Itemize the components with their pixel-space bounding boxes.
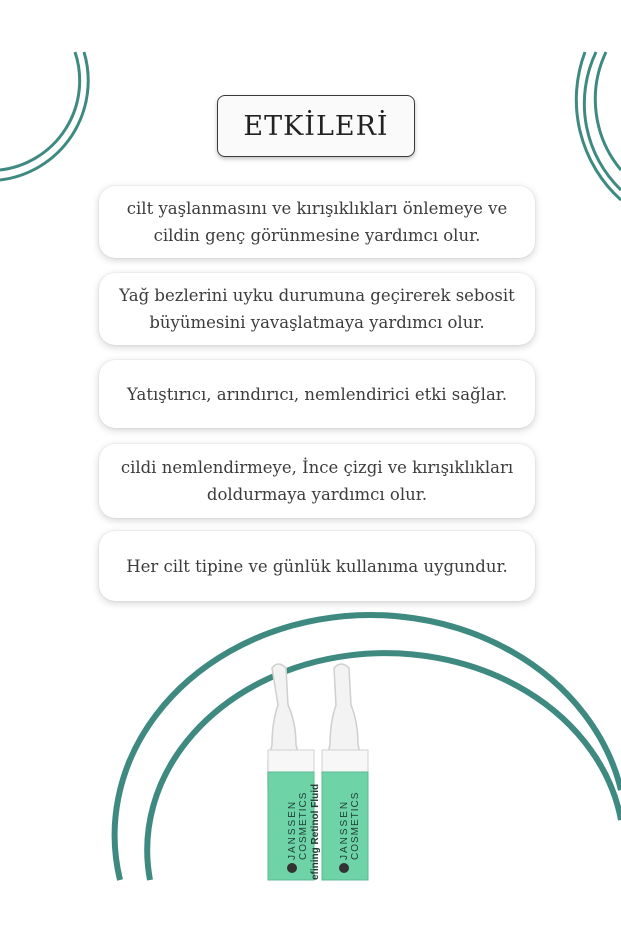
product-name-left: efining Retinol Fluid [310, 783, 321, 880]
benefit-text-line: büyümesini yavaşlatmaya yardımcı olur. [149, 313, 485, 332]
benefit-text-line: Her cilt tipine ve günlük kullanıma uygundur. [126, 556, 508, 576]
benefit-text-line: doldurmaya yardımcı olur. [206, 485, 428, 504]
product-brand-right-1: JANSSEN [339, 799, 350, 860]
benefit-card [99, 531, 535, 601]
benefit-text-line: cildin genç görünmesine yardımcı olur. [153, 226, 481, 245]
top-left-ring-decoration [0, 52, 88, 180]
benefit-card [99, 360, 535, 428]
benefit-card [99, 186, 535, 258]
top-right-ring-decoration [576, 52, 621, 200]
brand-logo-icon [339, 863, 349, 873]
benefit-text-line: cildi nemlendirmeye, İnce çizgi ve kırışıklıkları [120, 458, 514, 477]
product-brand-left-1: JANSSEN [287, 799, 298, 860]
brand-logo-icon [287, 863, 297, 873]
benefit-text-line: cilt yaşlanmasını ve kırışıklıkları önlemeye ve [126, 199, 508, 218]
benefit-card [99, 444, 535, 518]
benefit-text-line: Yağ bezlerini uyku durumuna geçirerek sebosit [119, 286, 515, 305]
product-brand-right-2: COSMETICS [350, 791, 361, 860]
benefit-text-line: Yatıştırıcı, arındırıcı, nemlendirici etki sağlar. [126, 384, 508, 404]
page-title: ETKİLERİ [217, 95, 415, 157]
product-brand-left-2: COSMETICS [298, 791, 309, 860]
benefit-card [99, 273, 535, 345]
